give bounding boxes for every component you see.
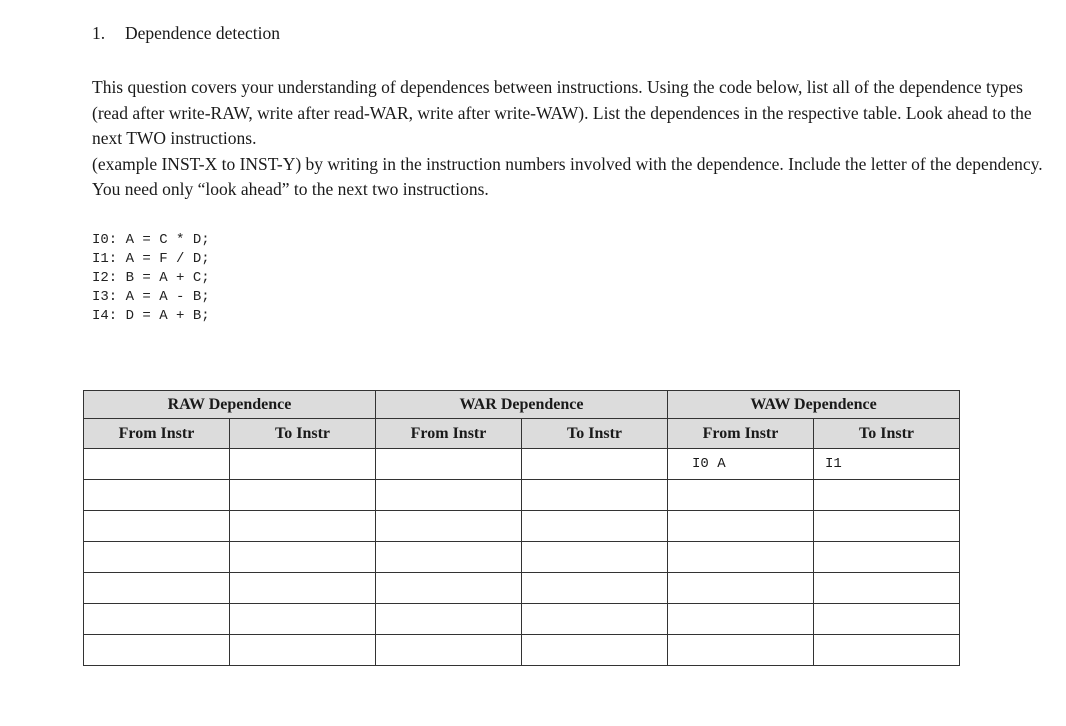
raw-from-cell[interactable] bbox=[84, 635, 230, 666]
war-from-instr-header: From Instr bbox=[376, 419, 522, 449]
waw-to-cell[interactable] bbox=[814, 635, 960, 666]
dependence-table bbox=[83, 390, 960, 666]
question-instructions bbox=[92, 75, 1052, 203]
waw-from-cell[interactable] bbox=[668, 511, 814, 542]
waw-to-cell[interactable] bbox=[814, 542, 960, 573]
raw-from-cell[interactable] bbox=[84, 480, 230, 511]
raw-from-cell[interactable] bbox=[84, 573, 230, 604]
code-line: I2: B = A + C; bbox=[92, 270, 210, 287]
war-from-cell[interactable] bbox=[376, 449, 522, 480]
dependence-table-body bbox=[84, 449, 960, 666]
waw-to-cell[interactable]: I1 bbox=[814, 449, 960, 480]
waw-from-cell[interactable] bbox=[668, 573, 814, 604]
waw-to-cell[interactable] bbox=[814, 511, 960, 542]
table-row bbox=[84, 573, 960, 604]
code-line: I3: A = A - B; bbox=[92, 289, 210, 306]
table-row bbox=[84, 635, 960, 666]
code-line: I0: A = C * D; bbox=[92, 232, 210, 248]
waw-dependence-header: WAW Dependence bbox=[668, 391, 960, 419]
war-to-cell[interactable] bbox=[522, 511, 668, 542]
code-line: I1: A = F / D; bbox=[92, 251, 210, 268]
raw-to-cell[interactable] bbox=[230, 511, 376, 542]
raw-from-instr-header: From Instr bbox=[84, 419, 230, 449]
war-to-cell[interactable] bbox=[522, 604, 668, 635]
raw-from-cell[interactable] bbox=[84, 449, 230, 480]
war-from-cell[interactable] bbox=[376, 604, 522, 635]
raw-from-cell[interactable] bbox=[84, 542, 230, 573]
waw-to-cell[interactable] bbox=[814, 604, 960, 635]
instructions-paragraph: (example INST-X to INST-Y) by writing in the instruction numbers involved with the dependence. Include the letter of the dependency. You need only “look ahead” to the next two instructions. bbox=[92, 153, 1043, 200]
table-row bbox=[84, 511, 960, 542]
question-number: 1. bbox=[92, 23, 106, 43]
table-row bbox=[84, 542, 960, 573]
war-to-cell[interactable] bbox=[522, 573, 668, 604]
raw-to-cell[interactable] bbox=[230, 542, 376, 573]
war-from-cell[interactable] bbox=[376, 573, 522, 604]
war-from-cell[interactable] bbox=[376, 542, 522, 573]
waw-from-cell[interactable] bbox=[668, 635, 814, 666]
table-row bbox=[84, 604, 960, 635]
raw-from-cell[interactable] bbox=[84, 604, 230, 635]
waw-from-instr-header: From Instr bbox=[668, 419, 814, 449]
instructions-paragraph: This question covers your understanding of dependences between instructions. Using the code below, list all of the dependence types (read after write-RAW, write after read-WAR, write after write-WAW). List the dependences in the respective table. Look ahead to the next TWO instructions. bbox=[92, 77, 1032, 149]
code-listing bbox=[92, 231, 210, 326]
war-from-cell[interactable] bbox=[376, 635, 522, 666]
table-row bbox=[84, 480, 960, 511]
waw-from-cell[interactable] bbox=[668, 480, 814, 511]
question-heading bbox=[92, 23, 280, 44]
raw-dependence-header: RAW Dependence bbox=[84, 391, 376, 419]
waw-from-cell[interactable] bbox=[668, 542, 814, 573]
war-to-cell[interactable] bbox=[522, 542, 668, 573]
war-to-cell[interactable] bbox=[522, 635, 668, 666]
waw-from-cell[interactable] bbox=[668, 604, 814, 635]
raw-to-cell[interactable] bbox=[230, 604, 376, 635]
waw-from-cell[interactable]: I0 A bbox=[668, 449, 814, 480]
war-to-cell[interactable] bbox=[522, 480, 668, 511]
raw-to-instr-header: To Instr bbox=[230, 419, 376, 449]
war-from-cell[interactable] bbox=[376, 511, 522, 542]
war-dependence-header: WAR Dependence bbox=[376, 391, 668, 419]
raw-to-cell[interactable] bbox=[230, 480, 376, 511]
raw-to-cell[interactable] bbox=[230, 449, 376, 480]
code-line: I4: D = A + B; bbox=[92, 308, 210, 325]
war-to-cell[interactable] bbox=[522, 449, 668, 480]
question-title: Dependence detection bbox=[125, 23, 280, 43]
raw-to-cell[interactable] bbox=[230, 573, 376, 604]
raw-from-cell[interactable] bbox=[84, 511, 230, 542]
war-from-cell[interactable] bbox=[376, 480, 522, 511]
raw-to-cell[interactable] bbox=[230, 635, 376, 666]
waw-to-cell[interactable] bbox=[814, 480, 960, 511]
war-to-instr-header: To Instr bbox=[522, 419, 668, 449]
waw-to-instr-header: To Instr bbox=[814, 419, 960, 449]
waw-to-cell[interactable] bbox=[814, 573, 960, 604]
table-row bbox=[84, 449, 960, 480]
